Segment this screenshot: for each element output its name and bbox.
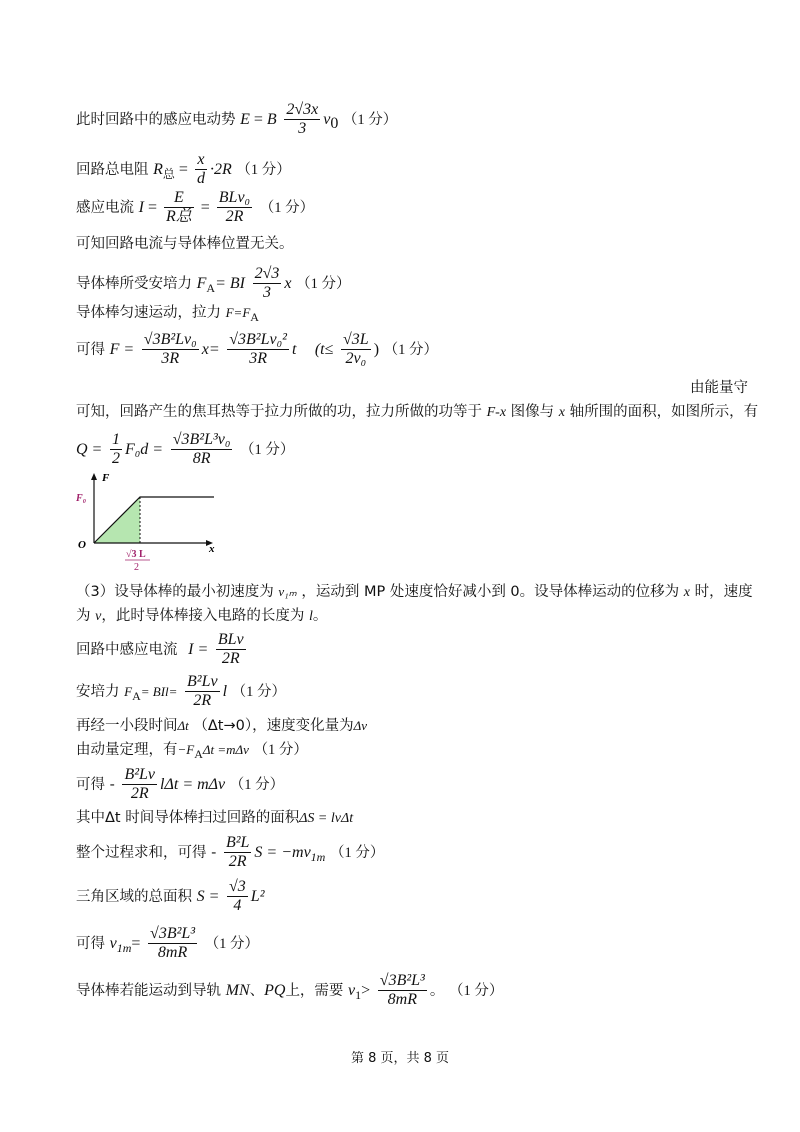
tick-numerator: √3 L [126,549,146,560]
text: 安培力 [76,683,120,700]
text: 可得 [76,341,105,358]
fraction [227,331,289,369]
sub: 1 [355,987,362,1002]
text: 导体棒匀速运动，拉力 [76,305,221,321]
line-force-expr [76,331,438,369]
score: （1 分） [383,341,439,358]
score: （1 分） [229,776,285,793]
fraction [142,331,199,369]
fraction [216,631,246,669]
numerator: √3B²L³ [378,972,427,991]
denominator: 3R [249,350,267,368]
sub: A [132,688,141,703]
line-ampere-force-2 [76,673,286,711]
denominator: 2 [111,450,120,468]
numerator: √3B²Lv₀² [227,331,289,350]
equals: = [131,934,141,952]
denominator: 4 [233,897,242,915]
var-i: I = [188,640,209,658]
numerator: B²Lv [185,673,220,692]
y-axis-arrow [91,473,97,480]
line-conclusion [76,237,294,252]
line-part3-cont [76,609,327,624]
var-x: x= [201,340,220,358]
score: （1 分） [253,742,308,758]
score: （1 分） [329,844,385,861]
score: （1 分） [204,935,260,952]
var-s: S = [196,887,220,905]
var-v: v [348,981,356,999]
var-b: B [266,110,277,128]
numerator: E [164,189,194,208]
numerator: B²Lv [122,766,157,785]
numerator: √3B²L³ [148,925,197,944]
fraction [217,189,252,227]
fraction [284,101,320,139]
numerator: √3B²Lv₀ [142,331,199,350]
text: 图像与 [510,404,555,420]
line-summation [76,834,384,872]
numerator: B²L [224,834,251,853]
tail: ·2R [209,160,232,178]
var-i: I [138,198,144,216]
numerator: √3L [341,331,371,350]
var-f: F = [109,340,135,358]
text: 可得 - [76,776,115,793]
rest: L² [250,887,265,905]
line-final-condition [76,972,503,1010]
fraction [227,878,248,916]
axis-label-x: x [209,543,215,555]
fraction [164,189,194,227]
equation: F=F [225,305,251,320]
text: 由能量守 [690,380,748,396]
line-resistance: 回路总电阻 $R_总$ = $\frac{x}{d}$ ·2R （1 分） [76,151,291,188]
text: ，此时导体棒接入电路的长度为 [101,608,305,624]
var-x: x [683,585,690,600]
text: （Δt→0），速度变化量为 [193,718,354,734]
denominator: 2R [130,785,149,803]
text: 再经一小段时间 [76,718,178,734]
equation: −F [177,742,195,757]
fraction [253,265,282,303]
var-l: l [308,609,313,624]
var-f: F [124,683,133,699]
var-v: v [109,934,117,952]
line-min-velocity [76,925,259,963]
origin-label: O [78,539,86,551]
sub: A [194,746,203,761]
var-x: x [558,405,565,420]
numerator: 2√3x [284,101,320,120]
line-joule-heat [76,405,758,420]
line-ampere-force [76,265,350,303]
denominator: 3 [262,284,271,302]
fraction [378,972,427,1010]
denominator: d [196,170,205,188]
line-energy-conservation [690,381,748,396]
line-swept-area [76,811,353,826]
numerator: √3 [227,878,248,897]
condition: (t≤ [314,340,334,358]
line-momentum-expr [76,766,284,804]
score: （1 分） [448,982,504,999]
var-l: l [222,682,228,700]
var-r: R [153,160,163,178]
fraction [195,151,207,189]
numerator: BLv₀ [217,189,252,208]
score: （1 分） [236,161,291,178]
numerator: √3B²L³v₀ [171,431,233,450]
text: 可知回路电流与导体棒位置无关。 [76,236,294,252]
sub: A [250,309,259,324]
var-v: v [95,609,102,624]
sub: 1m [310,849,326,864]
greater-than: > [361,981,371,999]
text: 三角区域的总面积 [76,888,192,905]
text: 为 [76,608,91,624]
sub: 总 [162,166,175,181]
equation: ΔS = lvΔt [299,811,354,826]
denominator: 2R [193,692,212,710]
var-f: F [196,274,207,292]
var-mn: MN [225,981,250,999]
denominator: 2v₀ [345,350,367,368]
text: 回路中感应电流 [76,641,178,658]
line-current: 感应电流 I = $\frac{E}{\text{R总}}$ = $\frac{\text{BLv₀}}{2R}$ （1 分） [76,189,315,226]
var-fx: F-x [486,405,507,420]
text: 此时回路中的感应电动势 [76,111,236,128]
line-part3-intro [76,585,753,600]
fraction [185,673,220,711]
fraction [224,834,251,872]
var-t: t [291,340,297,358]
period: 。 [429,982,445,999]
rest: S = −mv [254,843,311,861]
var-f0: F₀d = [124,440,164,458]
line-uniform-motion [76,305,259,324]
equation: = BIl= [140,683,178,699]
label-f0: F₀ [76,493,87,504]
fraction [171,431,233,469]
var-x: x [284,274,292,292]
numerator: 2√3 [253,265,282,284]
page-footer: 第 8 页，共 8 页 [350,1051,450,1066]
text: 。 [312,608,328,624]
var-q: Q = [76,440,103,458]
line-emf: 此时回路中的感应电动势 E = B $\frac{2√3x}{3}$ $v_0$ （1 分） [76,101,398,138]
fraction [148,925,197,963]
line-induced-current [76,631,249,669]
denominator: 8R [192,450,211,468]
var-pq: PQ [264,981,286,999]
var-e: E [240,110,250,128]
score: （1 分） [259,199,315,216]
line-triangle-area [76,878,265,916]
line-momentum-theorem [76,742,308,761]
numerator: BLv [216,631,246,650]
denominator: R总 [165,208,192,226]
text: 导体棒若能运动到导轨 [76,982,221,999]
fraction [122,766,157,804]
denominator: 3 [298,120,307,138]
score: （1 分） [231,683,287,700]
var-v: v [323,110,331,128]
numerator: 1 [110,431,122,450]
separator: 、 [249,982,265,999]
text: 可知，回路产生的焦耳热等于拉力所做的功，拉力所做的功等于 [76,404,482,420]
denominator: 8mR [387,991,417,1009]
sub: 0 [330,114,339,132]
tick-denominator: 2 [134,562,139,573]
numerator: x [195,151,207,170]
sub: 1m [116,940,132,955]
paren: ) [373,340,380,358]
equation: Δt =mΔv [202,742,249,757]
rest: lΔt = mΔv [160,775,226,793]
denominator: 8mR [157,944,188,962]
score: （1 分） [296,275,351,292]
text: ，运动到 MP 处速度恰好减小到 0。设导体棒运动的位移为 [301,584,680,600]
var-dt: Δt [177,718,189,733]
var-dv: Δv [353,718,367,733]
line-heat-expr [76,431,294,469]
score: （1 分） [240,441,295,458]
text: 其中Δt 时间导体棒扫过回路的面积 [76,810,300,826]
score: （1 分） [342,111,398,128]
axis-label-f: F [102,472,110,484]
fraction [110,431,122,469]
f-x-graph [72,470,232,580]
text: 导体棒所受安培力 [76,275,192,292]
denominator: 2R [221,650,240,668]
sub: A [206,280,216,295]
denominator: 3R [161,350,180,368]
text: 可得 [76,935,105,952]
text: 回路总电阻 [76,161,149,178]
text: 上，需要 [285,982,344,999]
var-v1m: v₁ₘ [278,584,297,599]
text: 轴所围的面积，如图所示，有 [569,404,759,420]
mid: = BI [215,274,245,292]
text: （3）设导体棒的最小初速度为 [76,584,274,600]
text: 由动量定理，有 [76,742,178,758]
denominator: 2R [228,853,247,871]
denominator: 2R [225,208,244,226]
text: 时，速度 [694,584,753,600]
text: 整个过程求和，可得 - [76,844,217,861]
line-small-interval [76,719,367,734]
fraction [341,331,371,369]
text: 感应电流 [76,199,134,216]
